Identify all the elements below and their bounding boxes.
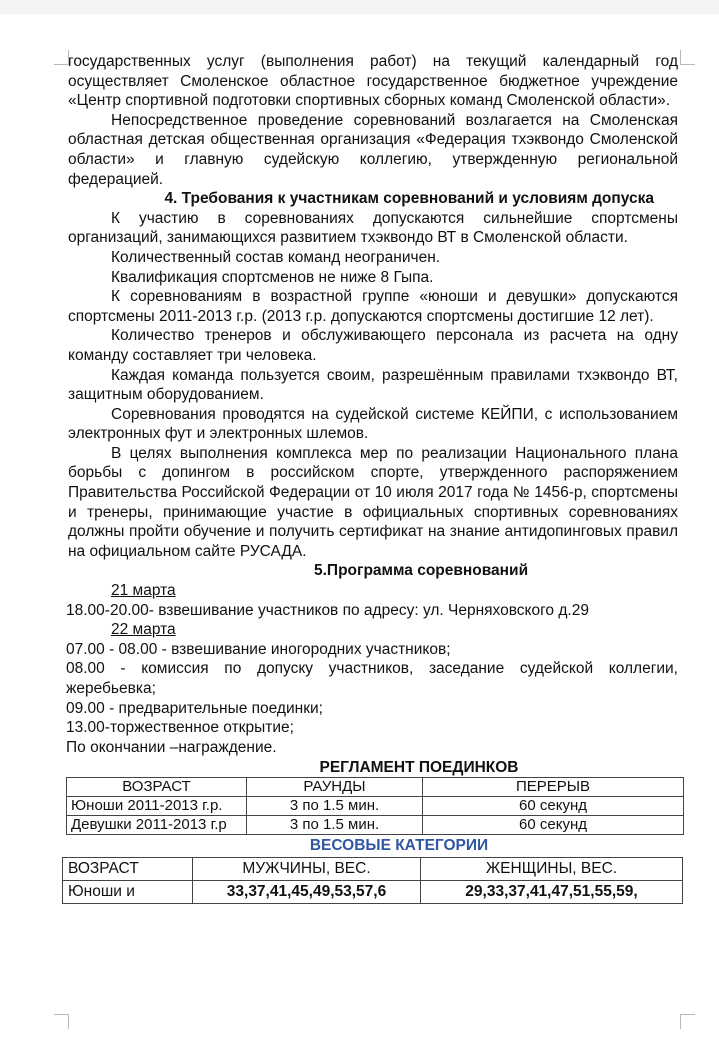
crop-mark-bottom-left [54,1014,69,1029]
program-item-admission-commission: 08.00 - комиссия по допуску участников, заседание судейской коллегии, жеребьевка; [66,660,678,697]
crop-mark-top-left [54,50,69,65]
regulation-header-rounds: РАУНДЫ [247,778,423,797]
regulation-cell-age: Юноши 2011-2013 г.р. [67,797,247,816]
s4-paragraph-admission: К участию в соревнованиях допускаются сильнейшие спортсмены организаций, занимающихся развитием тхэквондо ВТ в Смоленской области. [68,209,678,247]
s4-paragraph-antidoping: В целях выполнения комплекса мер по реализации Национального плана борьбы с допингом в российском спорте, утвержденного распоряжением Правительства Российской Федерации от 10 июля 2017 года № 1456-р, спортсмены и тренеры, принимающие участие в официальных спортивных соревнованиях должны пройти обучение и получить сертификат на знание антидопинговых правил на официальном сайте РУСАДА. [68,444,678,560]
paragraph-organizer: государственных услуг (выполнения работ) на текущий календарный год осуществляет Смоленское областное государственное бюджетное учреждение «Центр спортивной подготовки спортивных сборных команд Смоленской области». [68,53,678,110]
regulation-header-break: ПЕРЕРЫВ [423,778,684,797]
table-row [67,816,684,835]
s4-paragraph-qualification: Квалификация спортсменов не ниже 8 Гыпа. [111,268,434,286]
program-item-out-of-town-weighin: 07.00 - 08.00 - взвешивание иногородних участников; [66,640,451,658]
section-4-heading: 4. Требования к участникам соревнований и условиям допуска [164,190,654,208]
crop-mark-bottom-right [680,1014,695,1029]
weights-header-row [63,858,683,881]
program-item-preliminary-bouts: 09.00 - предварительные поединки; [66,699,323,717]
s4-paragraph-coaches: Количество тренеров и обслуживающего персонала из расчета на одну команду составляет три человека. [68,327,678,364]
document-content [68,52,678,904]
weight-categories-table [62,857,683,904]
crop-mark-top-right [680,50,695,65]
weights-header-men: МУЖЧИНЫ, ВЕС. [193,858,421,881]
program-item-opening: 13.00-торжественное открытие; [66,719,294,737]
paragraph-conduct: Непосредственное проведение соревнований возлагается на Смоленская областная детская общественная организация «Федерация тхэквондо Смоленской области» и главную судейскую коллегию, утвержденную региональной федерацией. [68,111,678,188]
viewer-top-bar [0,0,719,14]
program-item-weighin: 18.00-20.00- взвешивание участников по адресу: ул. Черняховского д.29 [66,601,589,619]
weights-header-age: ВОЗРАСТ [63,858,193,881]
s4-paragraph-age-group: К соревнованиям в возрастной группе «юноши и девушки» допускаются спортсмены 2011-2013 г.р. (2013 г.р. допускаются спортсмены достигшие 12 лет). [68,288,678,325]
weights-cell-women: 29,33,37,41,47,51,55,59, [421,881,683,904]
program-date-day2: 22 марта [111,621,176,639]
regulation-cell-rounds: 3 по 1.5 мин. [247,797,423,816]
regulation-cell-age: Девушки 2011-2013 г.р [67,816,247,835]
regulation-cell-rounds: 3 по 1.5 мин. [247,816,423,835]
s4-paragraph-team-size: Количественный состав команд неограничен. [111,248,441,266]
regulation-table [66,777,684,835]
program-item-awards: По окончании –награждение. [66,738,277,756]
weights-header-women: ЖЕНЩИНЫ, ВЕС. [421,858,683,881]
regulation-header-age: ВОЗРАСТ [67,778,247,797]
table-row [63,881,683,904]
table-row [67,797,684,816]
s4-paragraph-equipment: Каждая команда пользуется своим, разрешённым правилами тхэквондо ВТ, защитным оборудованием. [68,366,678,404]
section-5-heading: 5.Программа соревнований [314,562,529,580]
weight-categories-title: ВЕСОВЫЕ КАТЕГОРИИ [309,837,489,855]
weights-cell-men: 33,37,41,45,49,53,57,6 [193,881,421,904]
regulation-title: РЕГЛАМЕНТ ПОЕДИНКОВ [319,759,519,777]
s4-paragraph-scoring-system: Соревнования проводятся на судейской системе КЕЙПИ, с использованием электронных фут и электронных шлемов. [68,405,678,443]
weights-cell-age: Юноши и [63,881,193,904]
regulation-header-row [67,778,684,797]
program-date-day1: 21 марта [111,582,176,600]
regulation-cell-break: 60 секунд [423,797,684,816]
regulation-cell-break: 60 секунд [423,816,684,835]
